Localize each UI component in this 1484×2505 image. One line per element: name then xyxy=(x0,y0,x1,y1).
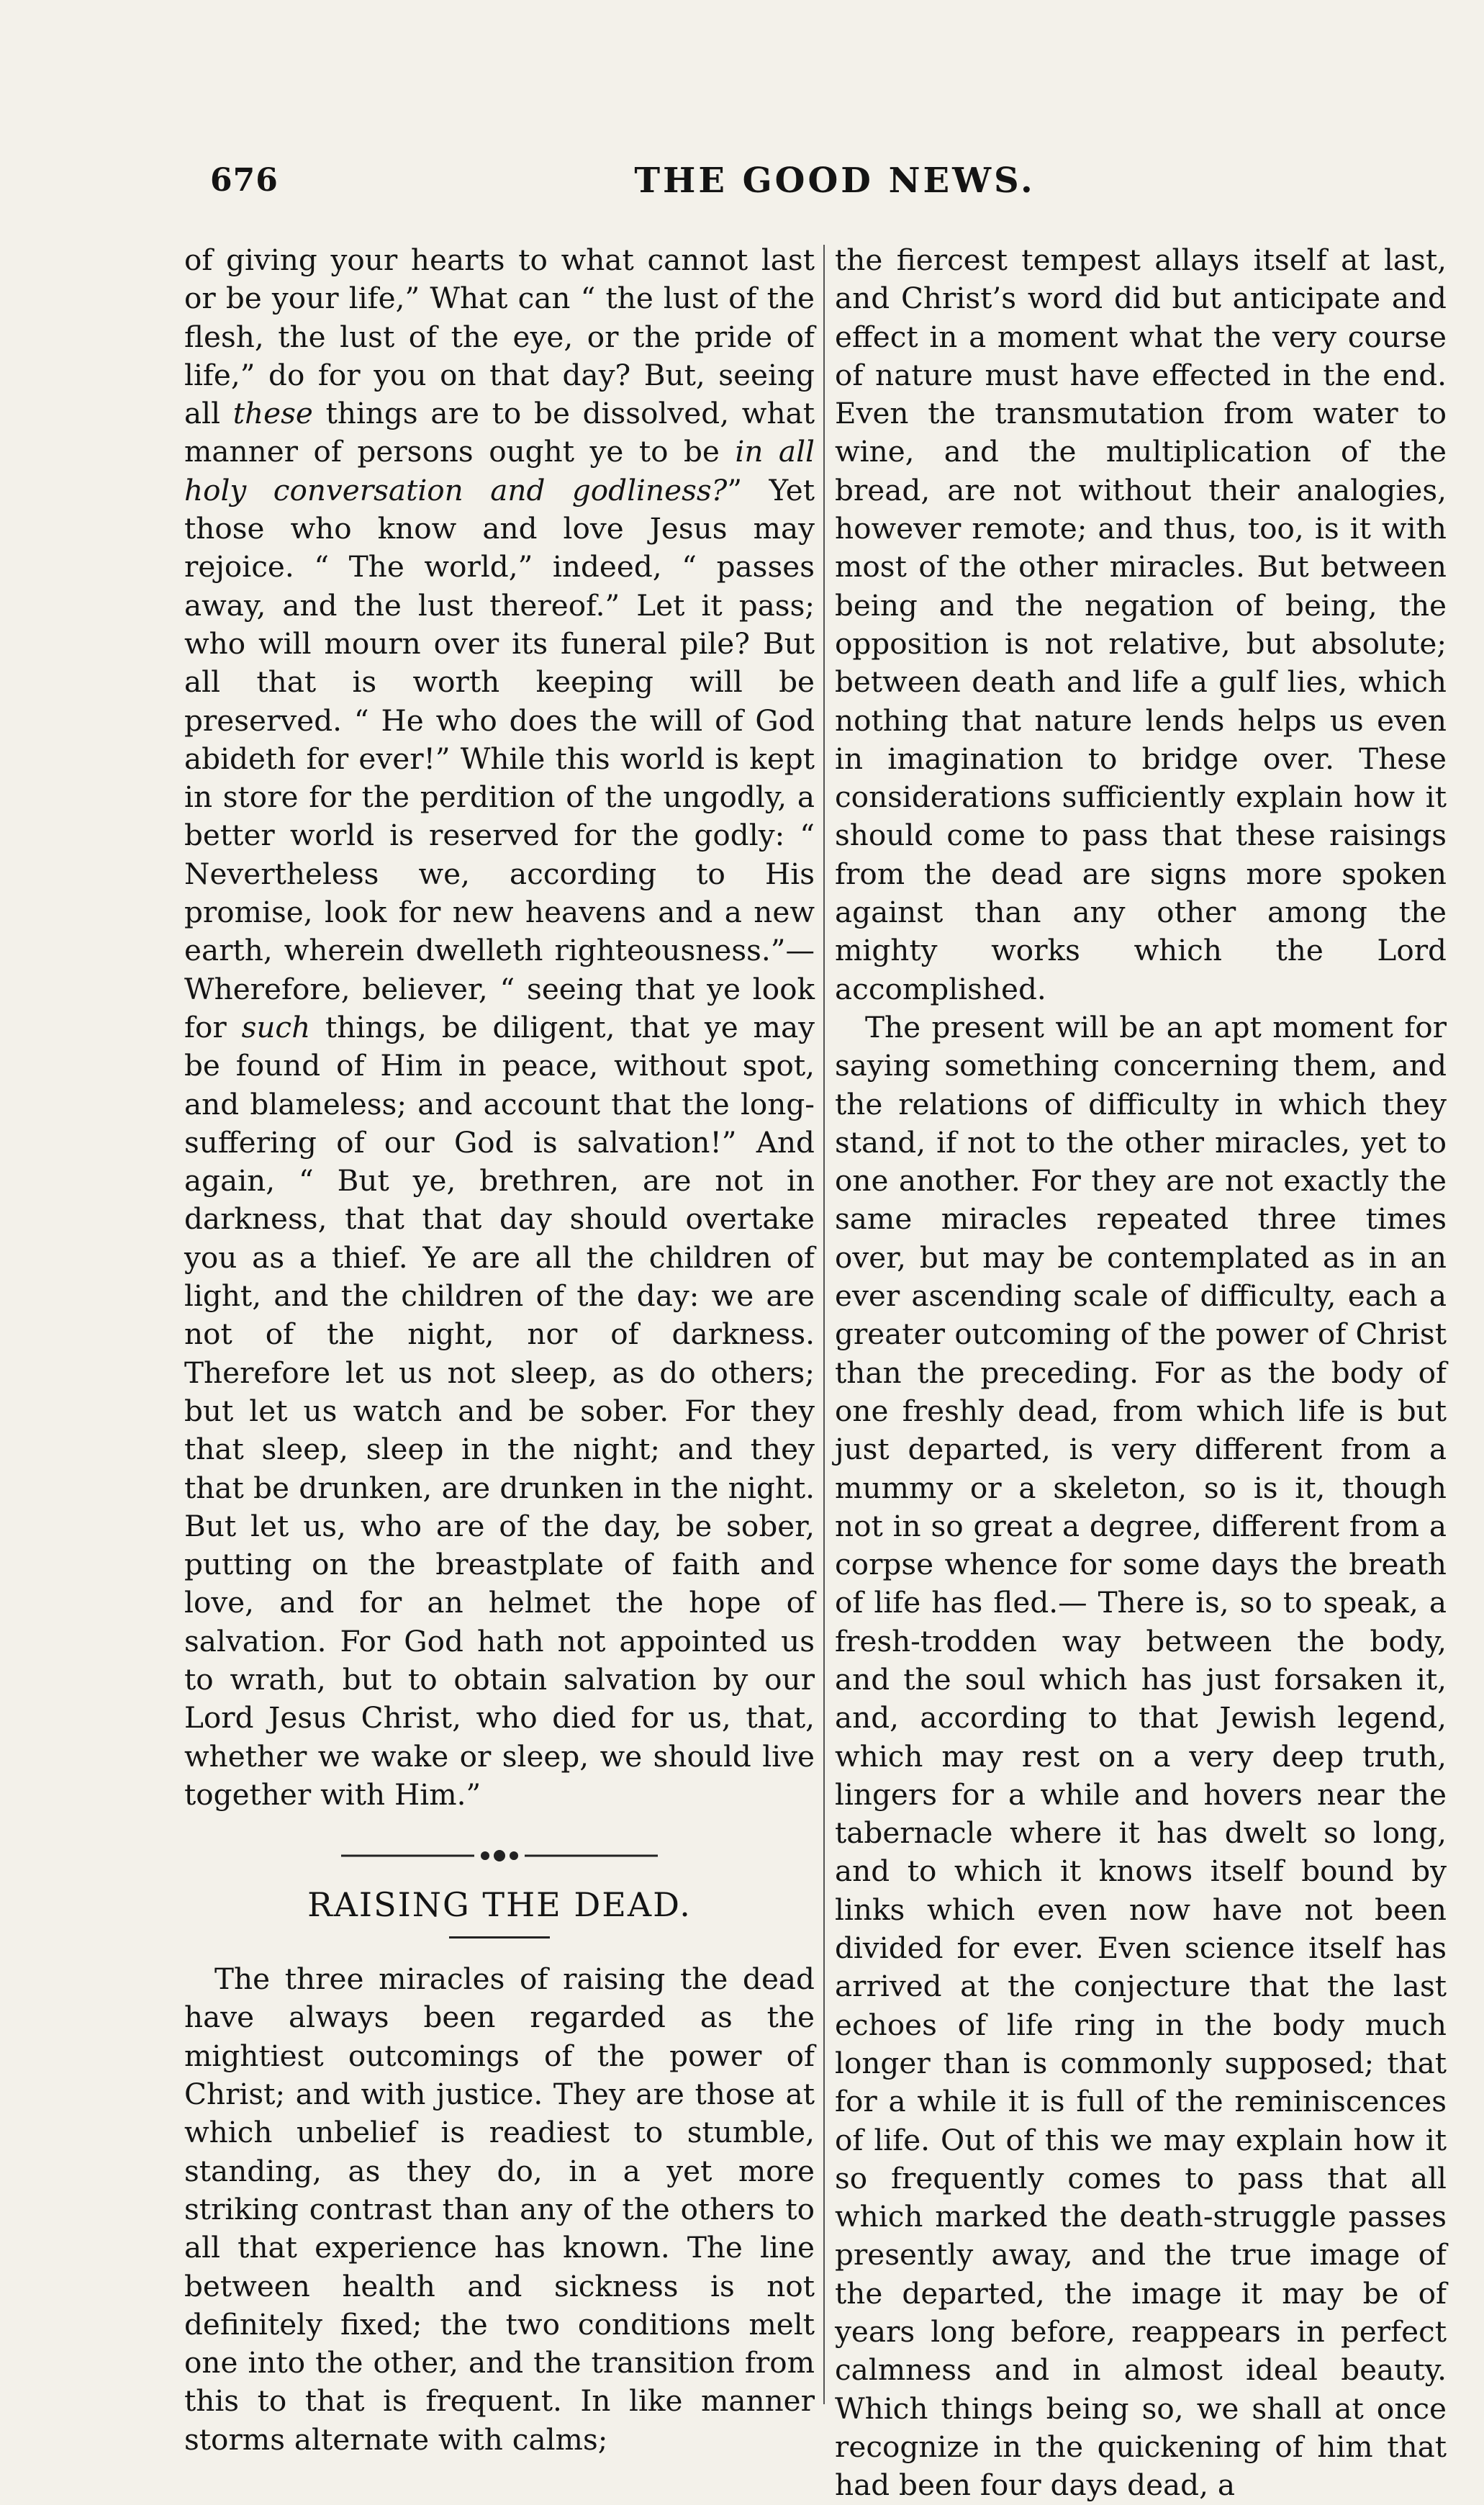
ornament-rule-icon xyxy=(341,1847,658,1864)
emphasis-text: in all holy conversation and godliness? xyxy=(184,434,815,507)
page-title: THE GOOD NEWS. xyxy=(634,161,1036,201)
left-column xyxy=(184,241,815,2457)
page-number: 676 xyxy=(210,162,279,199)
text-run: things are to be dissolved, what manner of persons ought ye to be xyxy=(184,396,815,469)
column-divider xyxy=(823,245,825,2404)
text-run: of giving your hearts to what cannot last or be your life,” What can “ the lust of the flesh, the lust of the eye, or the pride of life,” do for you on that day? But, seeing all xyxy=(184,243,815,431)
article-paragraph: The present will be an apt moment for saying something concerning them, and the relations of difficulty in which they stand, if not to the other miracles, yet to one another. For they are not exactly the same miracles repeated three times over, but may be contemplated as in an ever ascending scale of difficulty, each a greater outcoming of the power of Christ than the preceding. For as the body of one freshly dead, from which life is but just departed, is very different from a mummy or a skeleton, so is it, though not in so great a degree, different from a corpse whence for some days the breath of life has fled.— There is, so to speak, a fresh-trodden way between the body, and the soul which has just forsaken it, and, according to that Jewish legend, which may rest on a very deep truth, lingers for a while and hovers near the tabernacle where it has dwelt so long, and to which it knows itself bound by links which even now have not been divided for ever. Even science itself has arrived at the conjecture that the last echoes of life ring in the body much longer than is commonly supposed; that for a while it is full of the reminiscences of life. Out of this we may explain how it so frequently comes to pass that all which marked the death-struggle passes presently away, and the true image of the departed, the image it may be of years long before, reappears in perfect calmness and in almost ideal beauty. Which things being so, we shall at once recognize in the quickening of him that had been four days dead, a xyxy=(835,1009,1447,2503)
page-header xyxy=(202,155,1468,212)
article-paragraph: The three miracles of raising the dead have always been regarded as the mightiest outcomings of the power of Christ; and with justice. They are those at which unbelief is readiest to stumble, standing, as they do, in a yet more striking contrast than any of the others to all that experience has known. The line between health and sickness is not definitely fixed; the two conditions melt one into the other, and the transition from this to that is frequent. In like manner storms alternate with calms; xyxy=(184,1962,815,2457)
emphasis-text: these xyxy=(232,396,313,431)
text-run: ” Yet those who know and love Jesus may rejoice. “ The world,” indeed, “ passes away, and the lust thereof.” Let it pass; who will mourn over its funeral pile? But all that is worth keeping will be preserved. “ He who does the will of God abideth for ever!” While this world is kept in store for the perdition of the ungodly, a better world is reserved for the godly: “ Nevertheless we, according to His promise, look for new heavens and a new earth, wherein dwelleth righteousness.”— Wherefore, believer, “ seeing that ye look for xyxy=(184,472,815,1044)
heading-rule xyxy=(449,1936,550,1938)
continued-paragraph xyxy=(184,241,815,1814)
section-divider-ornament xyxy=(184,1841,815,1870)
right-column xyxy=(835,241,1447,2503)
text-run: things, be diligent, that ye may be found of Him in peace, without spot, and blameless; and account that the long-suffering of our God is salvation!” And again, “ But ye, brethren, are not in darkness, that that day should overtake you as a thief. Ye are all the children of light, and the children of the day: we are not of the night, nor of darkness. Therefore let us not sleep, as do others; but let us watch and be sober. For they that sleep, sleep in the night; and they that be drunken, are drunken in the night. But let us, who are of the day, be sober, putting on the breastplate of faith and love, and for an helmet the hope of salvation. For God hath not appointed us to wrath, but to obtain salvation by our Lord Jesus Christ, who died for us, that, whether we wake or sleep, we should live together with Him.” xyxy=(184,1009,815,1812)
article-heading: RAISING THE DEAD. xyxy=(307,1885,692,1925)
emphasis-text: such xyxy=(241,1009,311,1044)
article-paragraph: the fiercest tempest allays itself at last, and Christ’s word did but anticipate and effect in a moment what the very course of nature must have effected in the end. Even the transmutation from water to wine, and the multiplication of the bread, are not without their analogies, however remote; and thus, too, is it with most of the other miracles. But between being and the negation of being, the opposition is not relative, but absolute; between death and life a gulf lies, which nothing that nature lends helps us even in imagination to bridge over. These considerations sufficiently explain how it should come to pass that these raisings from the dead are signs more spoken against than any other among the mighty works which the Lord accomplished. xyxy=(835,243,1447,1006)
